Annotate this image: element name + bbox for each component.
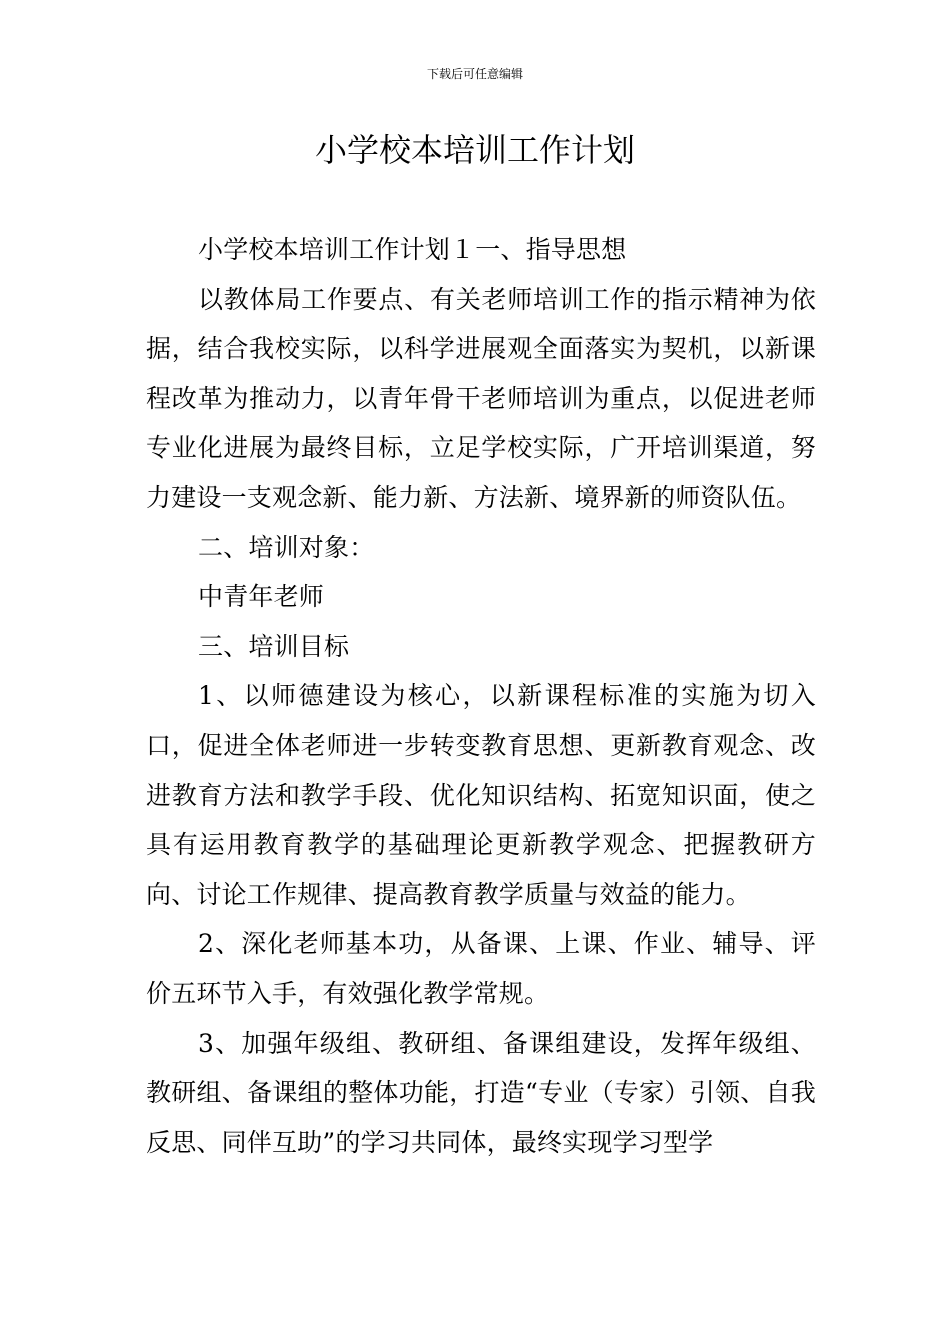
paragraph-goal-1: 1、以师德建设为核心，以新课程标准的实施为切入口，促进全体老师进一步转变教育思想、更新教育观念、改进教育方法和教学手段、优化知识结构、拓宽知识面，使之具有运用教育教学的基础理论更新教学观念、把握教研方向、讨论工作规律、提高教育教学质量与效益的能力。: [146, 681, 816, 909]
document-title: 小学校本培训工作计划: [314, 131, 635, 169]
paragraph-guiding-thought: 以教体局工作要点、有关老师培训工作的指示精神为依据，结合我校实际，以科学进展观全面落实为契机，以新课程改革为推动力，以青年骨干老师培训为重点，以促进老师专业化进展为最终目标，立足学校实际，广开培训渠道，努力建设一支观念新、能力新、方法新、境界新的师资队伍。: [146, 284, 816, 512]
paragraph-heading-1: 小学校本培训工作计划１一、指导思想: [198, 235, 627, 264]
paragraph-heading-2: 二、培训对象：: [198, 532, 375, 562]
header-note: 下载后可任意编辑: [426, 67, 523, 81]
paragraph-training-target: 中青年老师: [198, 582, 325, 612]
paragraph-goal-3: 3、加强年级组、教研组、备课组建设，发挥年级组、教研组、备课组的整体功能，打造“专业（专家）引领、自我反思、同伴互助”的学习共同体，最终实现学习型学: [146, 1028, 816, 1157]
paragraph-heading-3: 三、培训目标: [198, 631, 350, 661]
paragraph-goal-2: 2、深化老师基本功，从备课、上课、作业、辅导、评价五环节入手，有效强化教学常规。: [146, 929, 816, 1008]
document-body: [146, 225, 816, 1167]
